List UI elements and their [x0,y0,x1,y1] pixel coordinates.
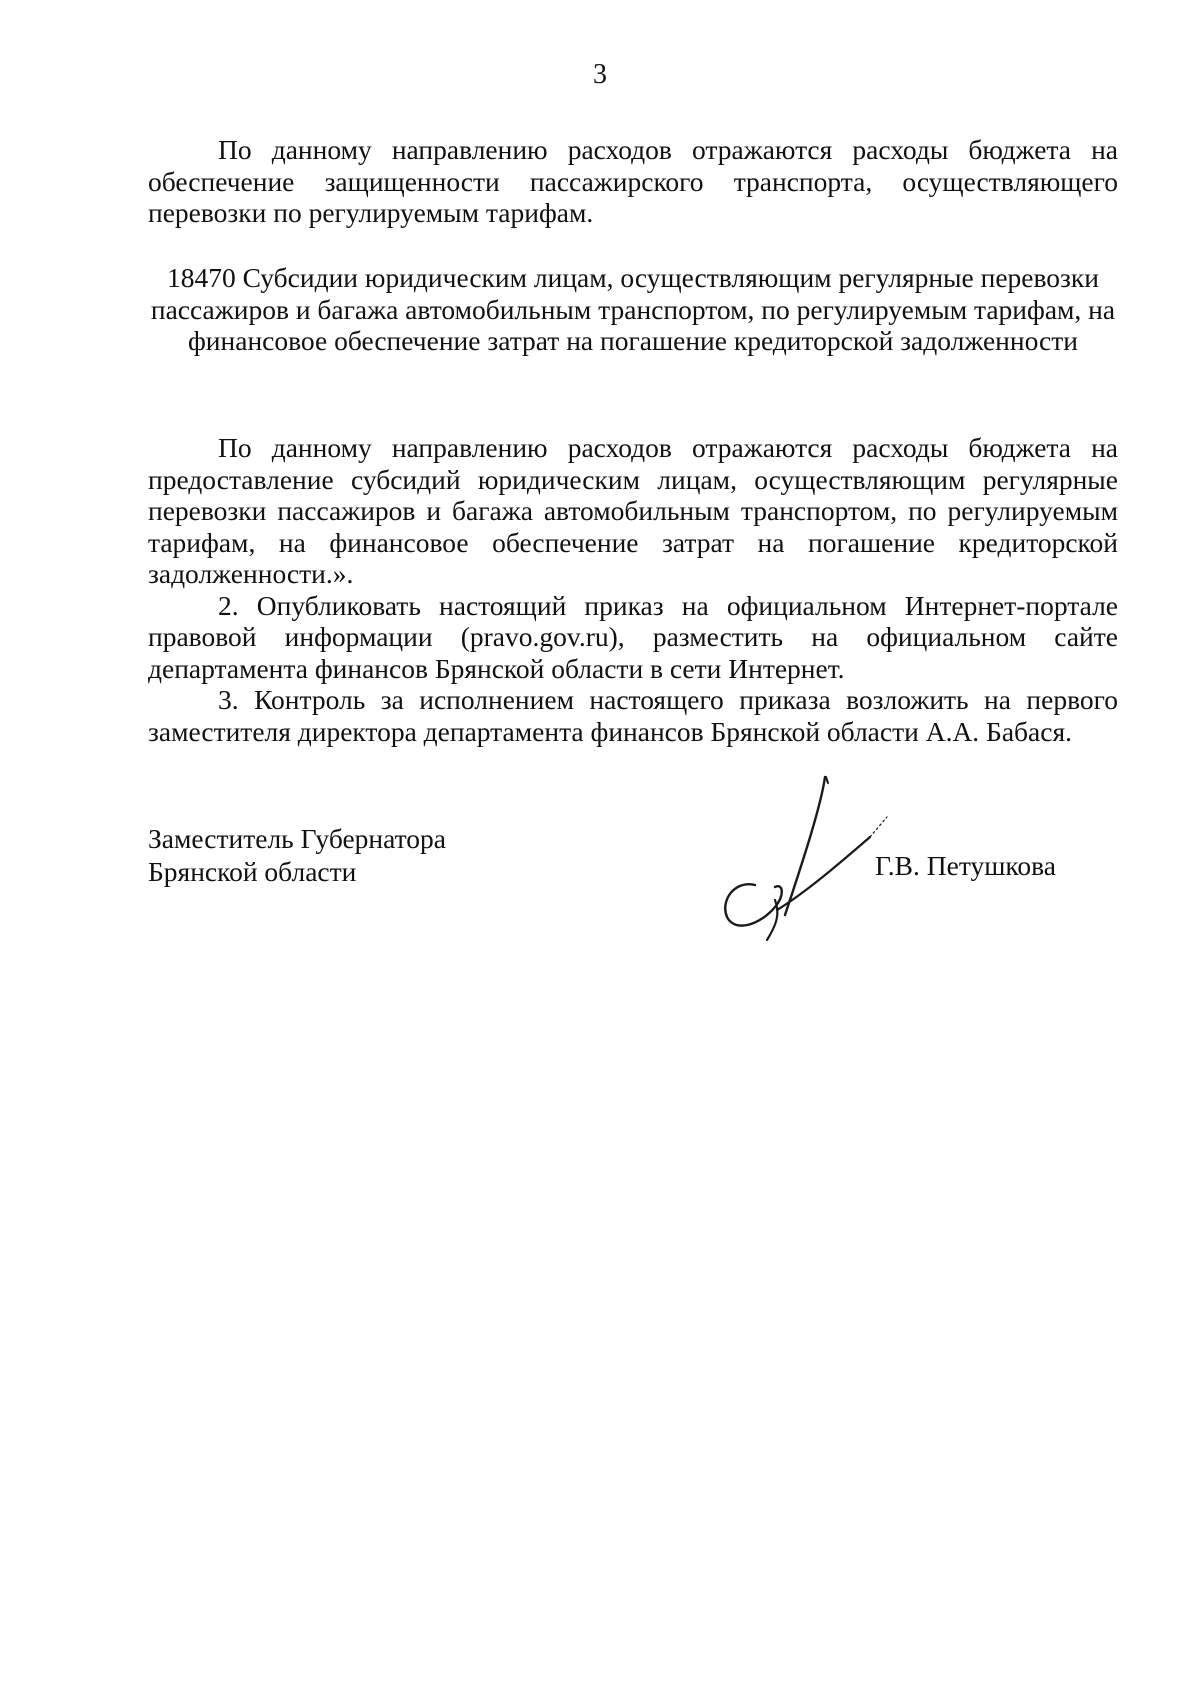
clause-3: 3. Контроль за исполнением настоящего приказа возложить на первого заместителя директора департамента финансов Брянской области А.А. Бабася. [148,684,1118,747]
section-b-heading: 18470 Субсидии юридическим лицам, осуществляющим регулярные перевозки пассажиров и багажа автомобильным транспортом, по регулируемым тарифам, на финансовое обеспечение затрат на погашение кредиторской задолженности [150,262,1116,356]
position-line-1: Заместитель Губернатора [148,823,446,854]
signatory-position [148,822,446,888]
section-b-body [148,432,1118,747]
section-a-paragraph: По данному направлению расходов отражаются расходы бюджета на обеспечение защищенности пассажирского транспорта, осуществляющего перевозки по регулируемым тарифам. [148,134,1118,228]
position-line-2: Брянской области [148,856,357,887]
signatory-name: Г.В. Петушкова [875,850,1056,881]
page-number: 3 [593,59,607,90]
section-b-paragraph: По данному направлению расходов отражаются расходы бюджета на предоставление субсидий юридическим лицам, осуществляющим регулярные перевозки пассажиров и багажа автомобильным транспортом, по регулируемым тарифам, на финансовое обеспечение затрат на погашение кредиторской задолженности.». [148,432,1118,589]
handwritten-signature-icon [705,775,890,950]
clause-2: 2. Опубликовать настоящий приказ на официальном Интернет-портале правовой информации (pravo.gov.ru), разместить на официальном сайте департамента финансов Брянской области в сети Интернет. [148,589,1118,684]
section-a [148,134,1118,229]
